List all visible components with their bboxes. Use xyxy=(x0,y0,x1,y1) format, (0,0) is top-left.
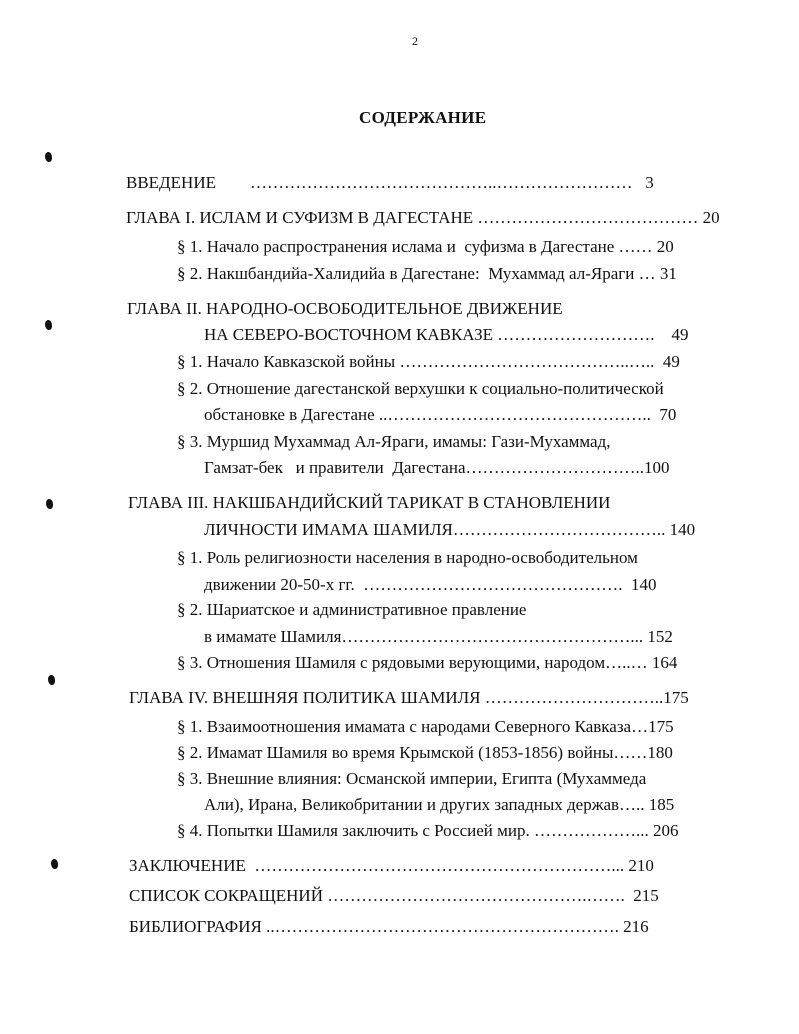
page-title: СОДЕРЖАНИЕ xyxy=(359,108,487,127)
toc-chapter-3: ГЛАВА III. НАКШБАНДИЙСКИЙ ТАРИКАТ В СТАНОВЛЕНИИ xyxy=(128,493,611,512)
toc-section-3-2: § 2. Шариатское и административное правление xyxy=(177,600,527,619)
binding-hole-mark xyxy=(45,152,52,162)
toc-section-4-4: § 4. Попытки Шамиля заключить с Россией мир. ………………... 206 xyxy=(177,821,679,840)
toc-section-2-1: § 1. Начало Кавказской войны …………………………………..….. 49 xyxy=(177,352,680,371)
binding-hole-mark xyxy=(48,675,55,685)
binding-hole-mark xyxy=(51,859,58,869)
page-number: 2 xyxy=(412,34,418,48)
toc-section-4-1: § 1. Взаимоотношения имамата с народами Северного Кавказа…175 xyxy=(177,717,674,736)
toc-chapter-2: ГЛАВА II. НАРОДНО-ОСВОБОДИТЕЛЬНОЕ ДВИЖЕНИЕ xyxy=(127,299,563,318)
toc-section-3-2-cont: в имамате Шамиля……………………………………………... 152 xyxy=(204,627,673,646)
toc-section-1-1: § 1. Начало распространения ислама и суфизма в Дагестане …… 20 xyxy=(177,237,674,256)
binding-hole-mark xyxy=(45,320,52,330)
toc-section-2-2-cont: обстановке в Дагестане ..……………………………………….. 70 xyxy=(204,405,677,424)
toc-entry-introduction: ВВЕДЕНИЕ ……………………………………..…………………… 3 xyxy=(126,173,654,192)
toc-section-4-3: § 3. Внешние влияния: Османской империи, Египта (Мухаммеда xyxy=(177,769,647,788)
toc-section-4-2: § 2. Имамат Шамиля во время Крымской (1853-1856) войны……180 xyxy=(177,743,673,762)
toc-chapter-1: ГЛАВА I. ИСЛАМ И СУФИЗМ В ДАГЕСТАНЕ ………………………………… 20 xyxy=(126,208,720,227)
toc-section-4-3-cont: Али), Ирана, Великобритании и других западных держав….. 185 xyxy=(204,795,675,814)
toc-entry-abbreviations: СПИСОК СОКРАЩЕНИЙ ……………………………………….……. 215 xyxy=(129,886,659,905)
toc-chapter-2-cont: НА СЕВЕРО-ВОСТОЧНОМ КАВКАЗЕ ………………………. 49 xyxy=(204,325,689,344)
toc-entry-bibliography: БИБЛИОГРАФИЯ ..……………………………………………………. 216 xyxy=(129,917,649,936)
toc-section-3-1-cont: движении 20-50-х гг. ………………………………………. 140 xyxy=(204,575,657,594)
toc-section-3-1: § 1. Роль религиозности населения в народно-освободительном xyxy=(177,548,638,567)
toc-entry-conclusion: ЗАКЛЮЧЕНИЕ ………………………………………………………... 210 xyxy=(129,856,654,875)
toc-section-3-3: § 3. Отношения Шамиля с рядовыми верующими, народом…..… 164 xyxy=(177,653,678,672)
toc-section-2-3: § 3. Муршид Мухаммад Ал-Яраги, имамы: Гази-Мухаммад, xyxy=(177,432,611,451)
toc-chapter-4: ГЛАВА IV. ВНЕШНЯЯ ПОЛИТИКА ШАМИЛЯ …………………………..175 xyxy=(129,688,689,707)
toc-section-2-2: § 2. Отношение дагестанской верхушки к социально-политической xyxy=(177,379,664,398)
binding-hole-mark xyxy=(46,499,53,509)
toc-section-1-2: § 2. Накшбандийа-Халидийа в Дагестане: Мухаммад ал-Яраги … 31 xyxy=(177,264,677,283)
toc-chapter-3-cont: ЛИЧНОСТИ ИМАМА ШАМИЛЯ……………………………….. 140 xyxy=(204,520,696,539)
toc-section-2-3-cont: Гамзат-бек и правители Дагестана…………………………..100 xyxy=(204,458,670,477)
